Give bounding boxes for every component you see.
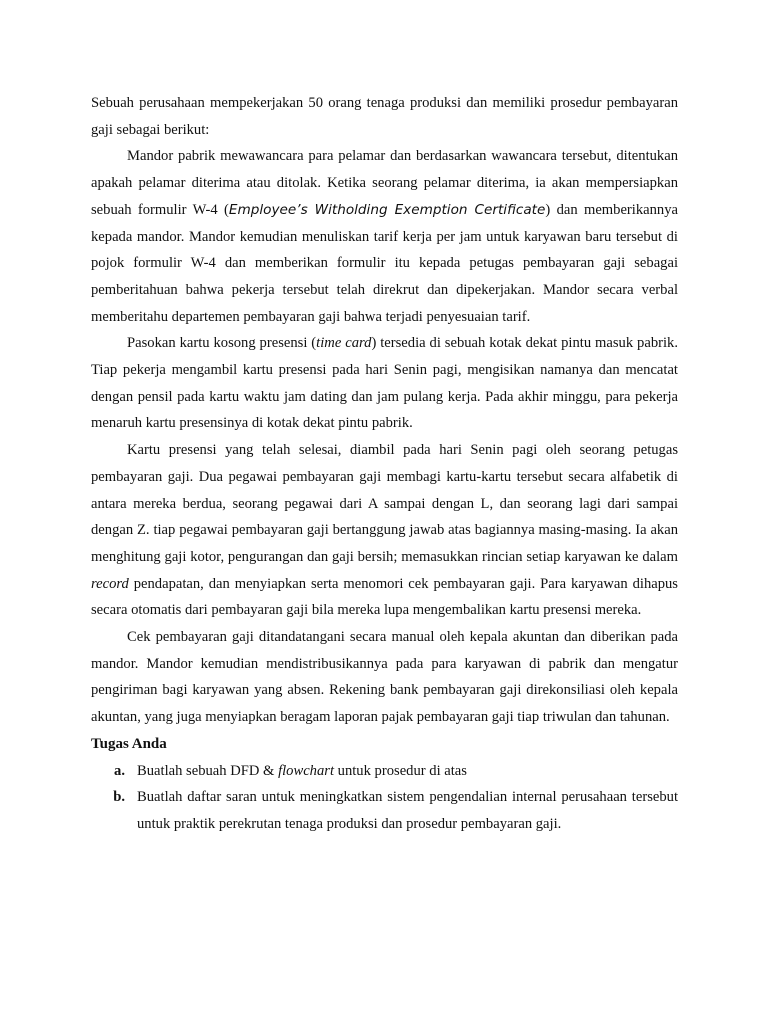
paragraph-time-card-text-1: Pasokan kartu kosong presensi ( (127, 335, 317, 352)
paragraph-cek-text: Cek pembayaran gaji ditandatangani secara manual oleh kepala akuntan dan diberikan pada mandor. Mandor kemudian mendistribusikannya pada para karyawan di pabrik dan mengatur pengiriman bagi karyawan yang absen. Rekening bank pembayaran gaji direkonsiliasi oleh kepala akuntan, yang juga menyiapkan beragam laporan pajak pembayaran gaji tiap triwulan dan tahunan. (91, 629, 678, 726)
task-a-text-2: untuk prosedur di atas (334, 762, 467, 779)
task-item-b (91, 784, 678, 837)
paragraph-mandor-text-2: ) dan memberikannya kepada mandor. Mandor kemudian menuliskan tarif kerja per jam untuk karyawan baru tersebut di pojok formulir W-4 dan memberikan formulir itu kepada petugas pembayaran gaji sebagai pemberitahuan bahwa pekerja tersebut telah direkrut dan dipekerjakan. Mandor secara verbal memberitahu departemen pembayaran gaji bahwa terjadi penyesuaian tarif. (91, 201, 678, 325)
paragraph-presensi-text-2: pendapatan, dan menyiapkan serta menomori cek pembayaran gaji. Para karyawan dihapus secara otomatis dari pembayaran gaji bila mereka lupa mengembalikan kartu presensi mereka. (91, 575, 678, 619)
paragraph-intro-text: Sebuah perusahaan mempekerjakan 50 orang tenaga produksi dan memiliki prosedur pembayaran gaji sebagai berikut: (91, 95, 678, 138)
paragraph-time-card-italic-term: time card (316, 335, 372, 352)
task-label-b: b. (113, 789, 125, 806)
task-a-text-1: Buatlah sebuah DFD & (137, 762, 279, 779)
paragraph-presensi-italic-term: record (91, 575, 129, 592)
task-text-b: Buatlah daftar saran untuk meningkatkan sistem pengendalian internal perusahaan tersebut untuk praktik perekrutan tenaga produksi dan prosedur pembayaran gaji. (137, 789, 678, 832)
paragraph-intro (91, 90, 678, 143)
paragraph-time-card-text-2: ) tersedia di sebuah kotak dekat pintu masuk pabrik. Tiap pekerja mengambil kartu presensi pada hari Senin pagi, mengisikan namanya dan mencatat dengan pensil pada kartu waktu jam dating dan jam pulang kerja. Pada akhir minggu, para pekerja menaruh kartu presensinya di kotak dekat pintu pabrik. (91, 335, 678, 432)
task-label-a: a. (114, 762, 125, 779)
paragraph-presensi-text-1: Kartu presensi yang telah selesai, diambil pada hari Senin pagi oleh seorang petugas pembayaran gaji. Dua pegawai pembayaran gaji membagi kartu-kartu tersebut secara alfabetik di antara mereka berdua, seorang pegawai dari A sampai dengan L, dan seorang lagi dari sampai dengan Z. tiap pegawai pembayaran gaji bertanggung jawab atas bagiannya masing-masing. Ia akan menghitung gaji kotor, pengurangan dan gaji bersih; memasukkan rincian setiap karyawan ke dalam (91, 442, 678, 565)
paragraph-mandor-text-1: Mandor pabrik mewawancara para pelamar dan berdasarkan wawancara tersebut, ditentukan apakah pelamar diterima atau ditolak. Ketika seorang pelamar diterima, ia akan mempersiapkan sebuah formulir W-4 ( (91, 148, 678, 218)
task-item-a (91, 758, 678, 785)
task-text-a (137, 758, 678, 785)
paragraph-cek (91, 624, 678, 731)
paragraph-presensi (91, 437, 678, 624)
document-body (91, 90, 678, 838)
paragraph-mandor (91, 143, 678, 330)
task-a-italic-term: flowchart (278, 762, 335, 779)
tasks-heading: Tugas Anda (91, 735, 167, 752)
paragraph-mandor-italic-term: Employee’s Witholding Exemption Certificate (228, 201, 546, 218)
paragraph-time-card (91, 330, 678, 437)
